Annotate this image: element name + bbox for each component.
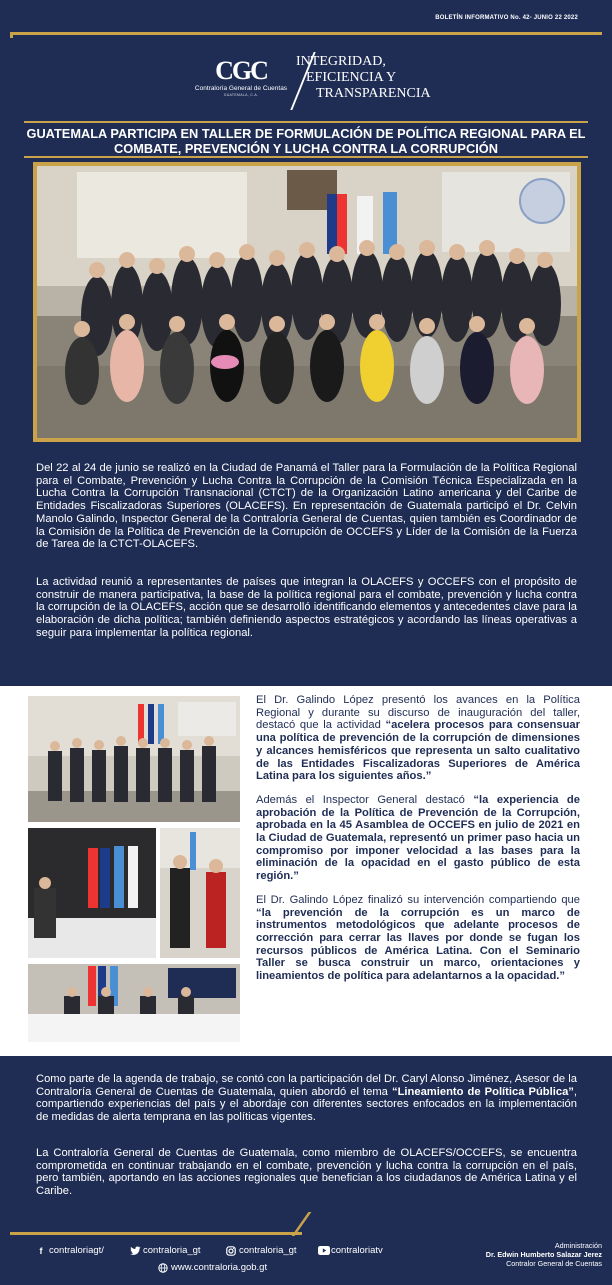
quote-2-text: “la experiencia de aprobación de la Política de Prevención de la Corrupción, aprobada en la 45 Asamblea de OCCEFS en julio de 2021 en la Ciudad de Guatemala, representó un primer paso hacia un compromiso por imponer velocidad a las bases para la eliminación de la opacidad en el gasto público de esta región.” — [256, 793, 580, 883]
globe-icon — [158, 1263, 168, 1273]
facebook-handle: contraloriagt/ — [49, 1245, 104, 1256]
quote-3-intro: El Dr. Galindo López finalizó su intervención compartiendo que — [256, 893, 580, 906]
administration-block — [486, 1241, 602, 1268]
logo-mark: CGC — [215, 56, 267, 85]
motto-line-1: INTEGRIDAD, — [296, 54, 386, 69]
photo-head-table-illustration — [28, 964, 240, 1042]
photo-speaker-podium — [28, 828, 156, 958]
youtube-handle: contraloriatv — [331, 1245, 383, 1256]
social-twitter[interactable] — [130, 1245, 201, 1256]
social-facebook[interactable] — [36, 1245, 104, 1256]
group-photo-illustration — [37, 166, 577, 438]
photo-delegates-standing — [28, 696, 240, 822]
gold-rule-bottom — [24, 156, 588, 158]
bulletin-number: BOLETÍN INFORMATIVO No. 42- JUNIO 22 2022 — [435, 15, 578, 21]
motto-line-3: TRANSPARENCIA — [316, 86, 431, 101]
youtube-icon — [318, 1246, 328, 1256]
photo-head-table — [28, 964, 240, 1042]
gold-frame-bottom — [10, 1232, 302, 1235]
paragraph-activity: La actividad reunió a representantes de países que integran la OLACEFS y OCCEFS con el propósito de construir de manera participativa, la base de la política regional para el combate, prevención y lucha contra la corrupción de la OLACEFS, acción que se desarrolló identificando elementos y antecedentes clave para la elaboración de dicha política; también definiendo aspectos estratégicos y acordando las líneas operativas a seguir para implementar la política regional. — [36, 576, 577, 639]
social-youtube[interactable] — [318, 1245, 383, 1256]
admin-title: Contralor General de Cuentas — [506, 1259, 602, 1268]
quote-3-text: “la prevención de la corrupción es un marco de instrumentos metodológicos que adelante procesos de corrección para cerrar las llaves por donde se fugan los recursos públicos de América Latina. Con el Seminario Taller se busca construir un marco, orientaciones y lineamientos de política para adelantarnos a la opacidad.” — [256, 906, 580, 983]
website-link[interactable] — [158, 1262, 267, 1273]
headline: GUATEMALA PARTICIPA EN TALLER DE FORMULACIÓN DE POLÍTICA REGIONAL PARA EL COMBATE, PREVENCIÓN Y LUCHA CONTRA LA CORRUPCIÓN — [26, 126, 586, 156]
quote-1-text: “acelera procesos para consensuar una política de prevención de la corrupción de dimensiones y alcances hemisféricos que representa un salto cualitativo de las Entidades Fiscalizadoras Superiores de América Latina para los siguientes años.” — [256, 719, 580, 783]
paragraph-commitment: La Contraloría General de Cuentas de Guatemala, como miembro de OLACEFS/OCCEFS, se encuentra comprometida en continuar trabajando en el combate, prevención y lucha contra la corrupción en el país, pero también, aportando en las acciones regionales que benefician a los ciudadanos de América Latina y el Caribe. — [36, 1147, 577, 1198]
instagram-icon — [226, 1246, 236, 1256]
motto — [296, 54, 431, 102]
cgc-logo — [186, 58, 296, 97]
header — [0, 44, 612, 116]
website-url: www.contraloria.gob.gt — [171, 1262, 268, 1273]
agenda-text-2: , compartiendo experiencias del país y el abordaje con diferentes sectores enfocados en la implementación de medidas de alerta temprana en las políticas vigentes. — [36, 1085, 578, 1124]
paragraph-intro: Del 22 al 24 de junio se realizó en la Ciudad de Panamá el Taller para la Formulación de la Política Regional para el Combate, Prevención y Lucha Contra la Corrupción de la Comisión Técnica Especializada en la Lucha Contra la Corrupción Transnacional (CTCT) de la Organización Latino americana y del Caribe de Entidades Fiscalizadoras Superiores (OLACEFS). En representación de Guatemala participó el Dr. Celvin Manolo Galindo, Inspector General de la Contraloría General de Cuentas, quien también es Coordinador de la Comisión de la Política de Prevención de la Corrupción de OCCEFS y Líder de la Comisión de la Fuerza de Tarea de la CTCT-OLACEFS. — [36, 462, 577, 551]
quote-paragraph-3 — [256, 894, 580, 983]
quote-paragraph-2 — [256, 794, 580, 883]
agenda-text-1: Como parte de la agenda de trabajo, se contó con la participación del Dr. Caryl Alonso Jiménez, Asesor de la Contraloría General de Cuentas de Guatemala, quien abordó el tema — [36, 1073, 577, 1098]
photo-delegates-illustration — [28, 696, 240, 822]
instagram-handle: contraloria_gt — [239, 1245, 297, 1256]
group-photo-image — [37, 166, 577, 438]
twitter-handle: contraloria_gt — [143, 1245, 201, 1256]
gold-frame-notch — [10, 32, 13, 38]
photo-speaker-illustration — [28, 828, 156, 958]
group-photo — [33, 162, 581, 442]
gold-rule-top — [24, 121, 588, 123]
logo-name: Contraloría General de Cuentas — [194, 85, 288, 92]
quotes-column — [256, 694, 580, 994]
quote-1-intro: El Dr. Galindo López presentó los avances en la Política Regional y durante su discurso de inauguración del taller, destacó que la actividad — [256, 694, 580, 732]
admin-label: Administración — [554, 1241, 602, 1250]
logo-country: GUATEMALA, C.A. — [223, 93, 259, 97]
photo-standing-illustration — [160, 828, 240, 958]
photo-standing-speakers — [160, 828, 240, 958]
facebook-icon: f — [39, 1245, 43, 1256]
quote-2-intro: Además el Inspector General destacó — [256, 793, 474, 806]
paragraph-agenda — [36, 1073, 577, 1124]
admin-name: Dr. Edwin Humberto Salazar Jerez — [485, 1250, 602, 1259]
social-instagram[interactable] — [226, 1245, 297, 1256]
quote-paragraph-1 — [256, 694, 580, 783]
agenda-topic: “Lineamiento de Política Pública” — [391, 1085, 574, 1098]
gold-frame-top — [10, 32, 602, 35]
motto-line-2: EFICIENCIA Y — [306, 70, 397, 85]
twitter-icon — [130, 1246, 140, 1256]
